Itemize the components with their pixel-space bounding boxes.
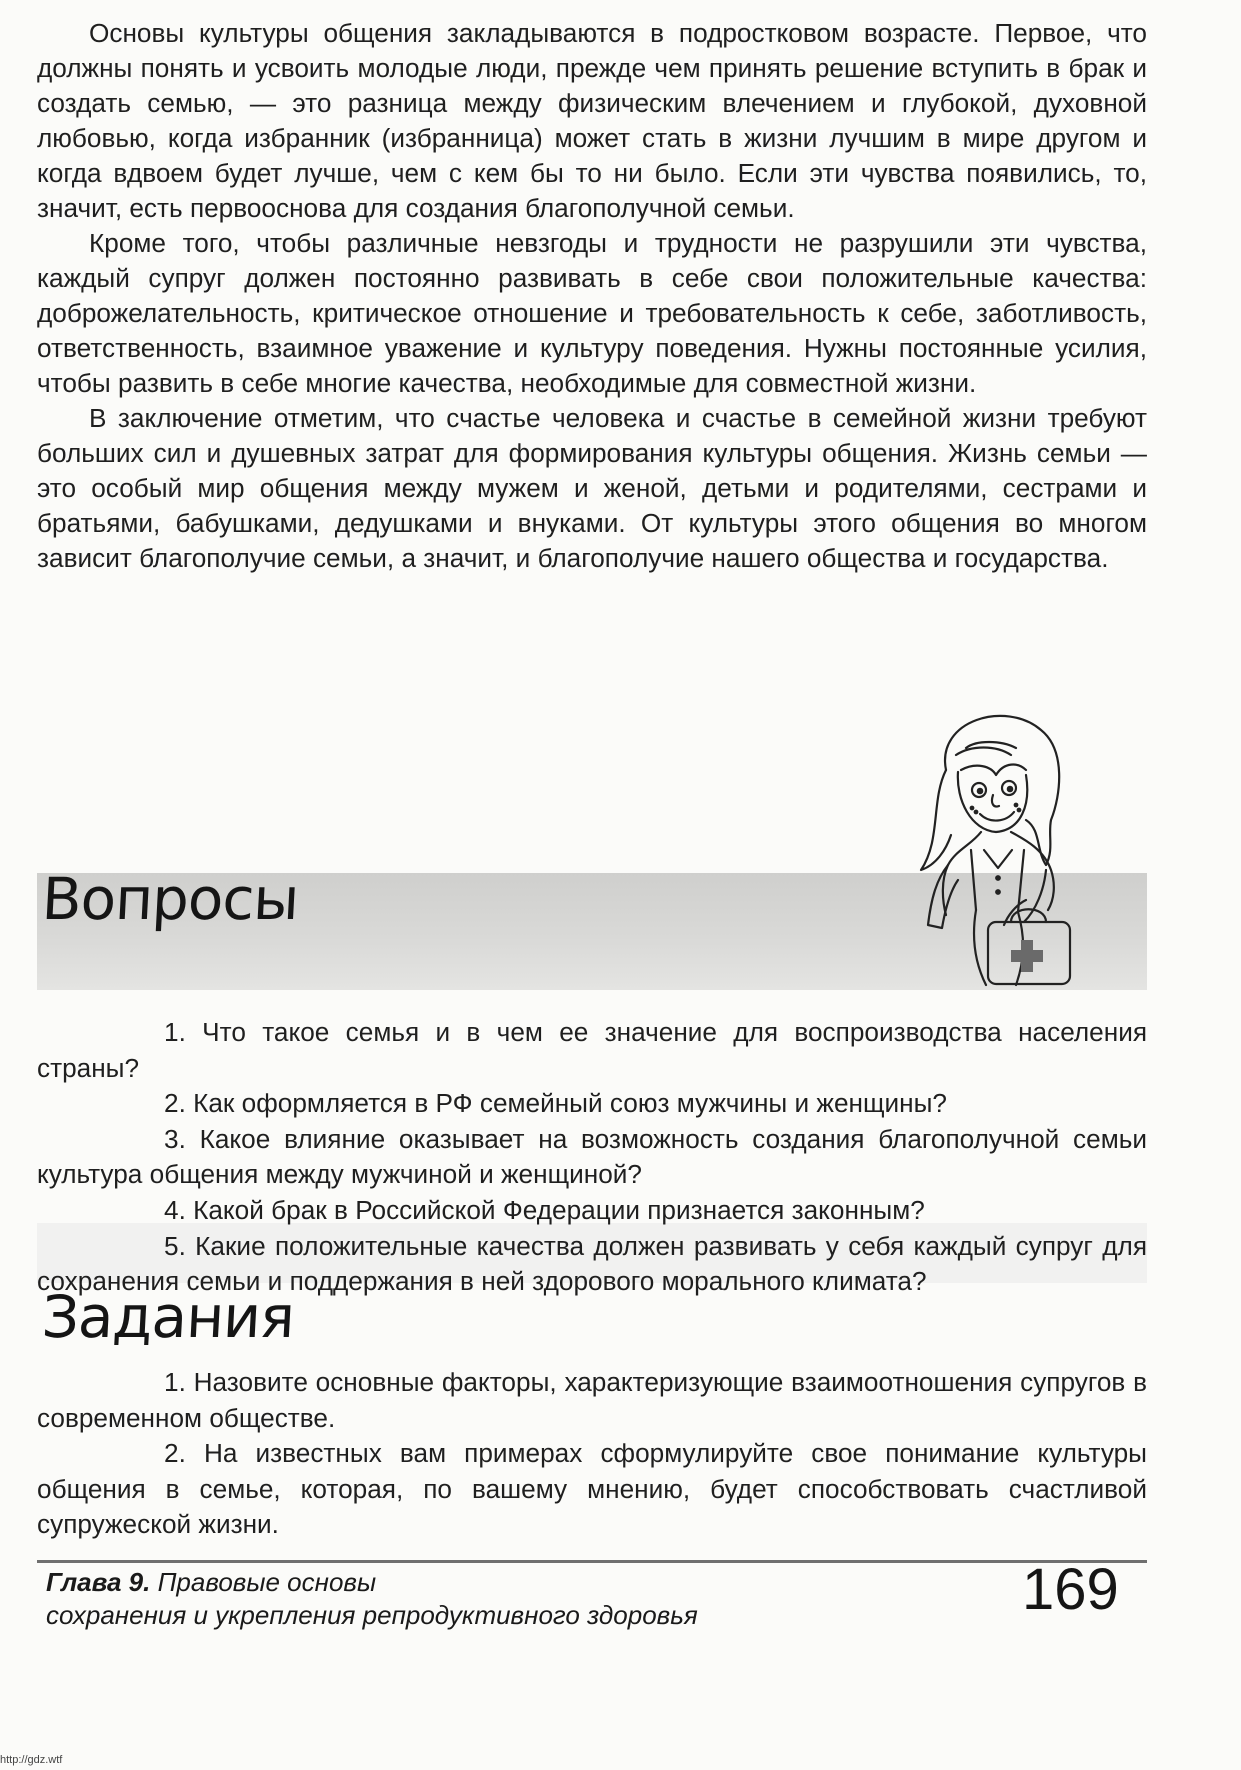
paragraph: В заключение отметим, что счастье человека и счастье в семейной жизни требуют больших сил и душевных затрат для формирования культуры общения. Жизнь семьи — это особый мир общения между мужем и женой, детьми и родителями, сестрами и братьями, бабушками, дедушками и внуками. От культуры этого общения во многом зависит благополучие семьи, а значит, и благополучие нашего общества и государства. bbox=[37, 403, 1147, 573]
list-item: 3. Какое влияние оказывает на возможность создания благополучной семьи культура общения между мужчиной и женщиной? bbox=[37, 1123, 1147, 1190]
paragraph: Основы культуры общения закладываются в подростковом возрасте. Первое, что должны понять и усвоить молодые люди, прежде чем принять решение вступить в брак и создать семью, — это разница между физическим влечением и глубокой, духовной любовью, когда избранник (избранница) может стать в жизни лучшим в мире другом и когда вдвоем будет лучше, чем с кем бы то ни было. Если эти чувства появились, то, значит, есть первооснова для создания благополучной семьи. bbox=[37, 18, 1147, 223]
chapter-title-line2: сохранения и укрепления репродуктивного здоровья bbox=[46, 1600, 698, 1630]
girl-with-first-aid-kit-icon bbox=[876, 700, 1166, 990]
list-item: 2. На известных вам примерах сформулируйте свое понимание культуры общения в семье, которая, по вашему мнению, будет способствовать счастливой супружеской жизни. bbox=[37, 1438, 1147, 1540]
list-item: 5. Какие положительные качества должен развивать у себя каждый супруг для сохранения семьи и поддержания в ней здорового морального климата? bbox=[37, 1230, 1147, 1297]
page-number: 169 bbox=[1022, 1557, 1119, 1622]
footer-divider bbox=[37, 1560, 1147, 1563]
intro-text bbox=[37, 16, 1147, 576]
tasks-list bbox=[37, 1365, 1147, 1543]
list-item: 4. Какой брак в Российской Федерации признается законным? bbox=[164, 1194, 925, 1225]
list-item: 1. Назовите основные факторы, характеризующие взаимоотношения супругов в современном обществе. bbox=[37, 1367, 1147, 1433]
list-item: 2. Как оформляется в РФ семейный союз мужчины и женщины? bbox=[164, 1088, 947, 1119]
tasks-heading: Задания bbox=[40, 1283, 296, 1351]
questions-list bbox=[37, 1015, 1147, 1300]
chapter-title-line1: Правовые основы bbox=[157, 1567, 377, 1597]
chapter-label: Глава 9. bbox=[46, 1567, 151, 1597]
list-item: 1. Что такое семья и в чем ее значение для воспроизводства населения страны? bbox=[37, 1017, 1147, 1083]
watermark-url: http://gdz.wtf bbox=[0, 1754, 63, 1766]
chapter-caption bbox=[46, 1566, 698, 1632]
paragraph: Кроме того, чтобы различные невзгоды и трудности не разрушили эти чувства, каждый супруг должен постоянно развивать в себе свои положительные качества: доброжелательность, критическое отношение и требовательность к себе, заботливость, ответственность, взаимное уважение и культуру поведения. Нужны постоянные усилия, чтобы развить в себе многие качества, необходимые для совместной жизни. bbox=[37, 228, 1147, 398]
questions-heading: Вопросы bbox=[40, 865, 300, 933]
